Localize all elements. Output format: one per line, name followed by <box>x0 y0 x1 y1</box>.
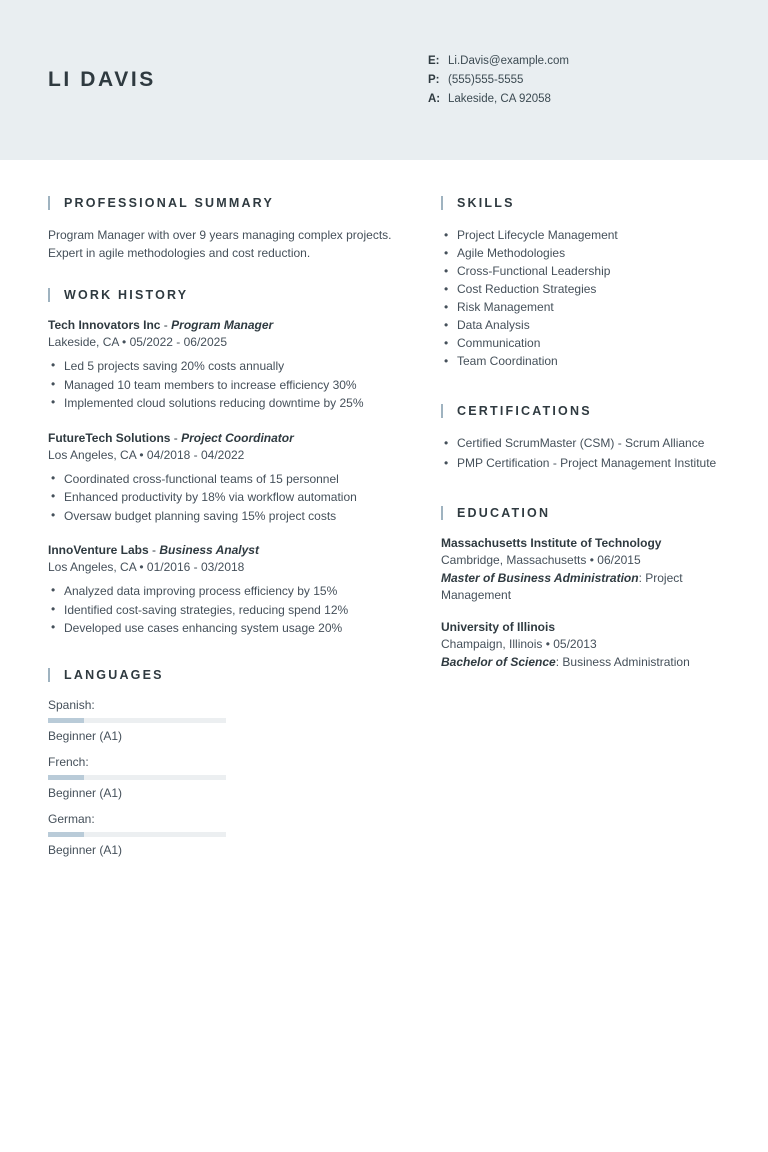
language-item <box>48 812 244 857</box>
contact-label-email: E: <box>428 54 440 67</box>
section-heading-languages-label: LANGUAGES <box>64 667 164 682</box>
education-degree-detail: : Business Administration <box>555 655 690 669</box>
accent-bar-icon <box>441 506 443 520</box>
section-heading-summary <box>48 196 395 210</box>
contact-row-email <box>428 53 569 70</box>
language-item <box>48 755 244 800</box>
contact-value-address: Lakeside, CA 92058 <box>448 92 551 105</box>
skills-list <box>441 226 718 370</box>
accent-bar-icon <box>441 196 443 210</box>
job-bullet: • Analyzed data improving process efficiency by 15% <box>48 583 395 601</box>
page-title: LI DAVIS <box>48 68 156 91</box>
accent-bar-icon <box>48 288 50 302</box>
section-work-history <box>48 288 395 638</box>
education-degree-line <box>441 570 718 604</box>
certification-item: • Certified ScrumMaster (CSM) - Scrum Alliance <box>441 434 718 452</box>
job-title-line <box>48 431 395 445</box>
education-item <box>441 620 718 671</box>
job-company: FutureTech Solutions <box>48 430 171 445</box>
education-school: University of Illinois <box>441 620 556 634</box>
skill-item: • Cost Reduction Strategies <box>441 280 718 298</box>
job-title-line <box>48 318 395 332</box>
language-name: French: <box>48 754 89 769</box>
language-proficiency-track <box>48 775 226 780</box>
work-history-item <box>48 318 395 413</box>
job-bullet: • Led 5 projects saving 20% costs annually <box>48 358 395 376</box>
job-meta: Los Angeles, CA • 01/2016 - 03/2018 <box>48 560 245 574</box>
job-meta: Los Angeles, CA • 04/2018 - 04/2022 <box>48 447 245 462</box>
accent-bar-icon <box>48 668 50 682</box>
job-bullet: • Managed 10 team members to increase efficiency 30% <box>48 377 395 395</box>
job-title-line <box>48 543 395 557</box>
section-heading-languages <box>48 668 395 682</box>
resume-header <box>0 0 768 160</box>
section-heading-certifications-label: CERTIFICATIONS <box>457 404 592 418</box>
section-professional-summary <box>48 196 395 262</box>
section-heading-education-label: EDUCATION <box>457 506 551 520</box>
language-item <box>48 698 244 743</box>
work-history-item <box>48 431 395 526</box>
job-separator: - <box>148 543 160 557</box>
certification-item: • PMP Certification - Project Management Institute <box>441 454 718 472</box>
work-history-item <box>48 543 395 638</box>
education-degree: Bachelor of Science <box>441 655 556 669</box>
language-level: Beginner (A1) <box>48 728 123 743</box>
job-separator: - <box>170 430 182 445</box>
section-skills <box>441 196 718 370</box>
skill-item: • Agile Methodologies <box>441 244 718 262</box>
resume-body <box>0 160 768 895</box>
job-company: Tech Innovators Inc <box>48 318 161 332</box>
language-proficiency-track <box>48 718 226 723</box>
skill-item: • Data Analysis <box>441 316 718 334</box>
job-bullet: • Enhanced productivity by 18% via workflow automation <box>48 489 395 507</box>
section-certifications <box>441 404 718 472</box>
section-heading-skills-label: SKILLS <box>457 196 515 210</box>
accent-bar-icon <box>48 196 50 210</box>
contact-value-phone: (555)555-5555 <box>448 73 524 86</box>
language-proficiency-fill <box>48 832 84 837</box>
language-proficiency-fill <box>48 775 84 780</box>
education-location: Champaign, Illinois • 05/2013 <box>441 637 597 651</box>
section-heading-work-label: WORK HISTORY <box>64 288 189 302</box>
language-level: Beginner (A1) <box>48 785 123 800</box>
language-level: Beginner (A1) <box>48 842 123 857</box>
job-bullet: • Identified cost-saving strategies, reducing spend 12% <box>48 602 395 620</box>
contact-row-phone <box>428 72 569 89</box>
skill-item: • Risk Management <box>441 298 718 316</box>
job-bullet: • Developed use cases enhancing system usage 20% <box>48 620 395 638</box>
job-meta: Lakeside, CA • 05/2022 - 06/2025 <box>48 335 227 349</box>
section-heading-education <box>441 506 718 520</box>
job-role: Program Manager <box>171 318 274 332</box>
job-bullets <box>48 583 395 638</box>
education-degree: Master of Business Administration <box>441 571 639 585</box>
language-proficiency-fill <box>48 718 84 723</box>
skill-item: • Communication <box>441 334 718 352</box>
education-item <box>441 536 718 604</box>
language-name: German: <box>48 811 95 826</box>
summary-text: Program Manager with over 9 years managing complex projects. Expert in agile methodologies and cost reduction. <box>48 228 392 260</box>
section-heading-work <box>48 288 395 302</box>
job-bullet: • Oversaw budget planning saving 15% project costs <box>48 508 395 526</box>
left-column <box>48 196 423 895</box>
job-role: Business Analyst <box>159 543 259 557</box>
job-bullets <box>48 471 395 526</box>
contact-block <box>428 51 569 110</box>
right-column <box>423 196 718 895</box>
contact-value-email: Li.Davis@example.com <box>448 54 569 67</box>
education-location: Cambridge, Massachusetts • 06/2015 <box>441 553 641 567</box>
contact-label-address: A: <box>428 92 441 105</box>
job-separator: - <box>160 318 172 332</box>
accent-bar-icon <box>441 404 443 418</box>
section-heading-skills <box>441 196 718 210</box>
skill-item: • Team Coordination <box>441 352 718 370</box>
job-bullet: • Implemented cloud solutions reducing downtime by 25% <box>48 395 395 413</box>
education-school: Massachusetts Institute of Technology <box>441 536 662 550</box>
certifications-list <box>441 434 718 472</box>
section-education <box>441 506 718 671</box>
contact-label-phone: P: <box>428 73 440 86</box>
section-languages <box>48 668 395 869</box>
skill-item: • Cross-Functional Leadership <box>441 262 718 280</box>
job-bullets <box>48 358 395 413</box>
education-degree-detail: : Project Management <box>441 571 683 602</box>
languages-grid <box>48 698 395 869</box>
contact-row-address <box>428 91 569 108</box>
language-proficiency-track <box>48 832 226 837</box>
job-role: Project Coordinator <box>181 430 294 445</box>
section-heading-summary-label: PROFESSIONAL SUMMARY <box>64 196 274 210</box>
education-degree-line <box>441 654 718 671</box>
skill-item: • Project Lifecycle Management <box>441 226 718 244</box>
job-bullet: • Coordinated cross-functional teams of 15 personnel <box>48 471 395 489</box>
section-heading-certifications <box>441 404 718 418</box>
language-name: Spanish: <box>48 697 95 712</box>
job-company: InnoVenture Labs <box>48 543 149 557</box>
